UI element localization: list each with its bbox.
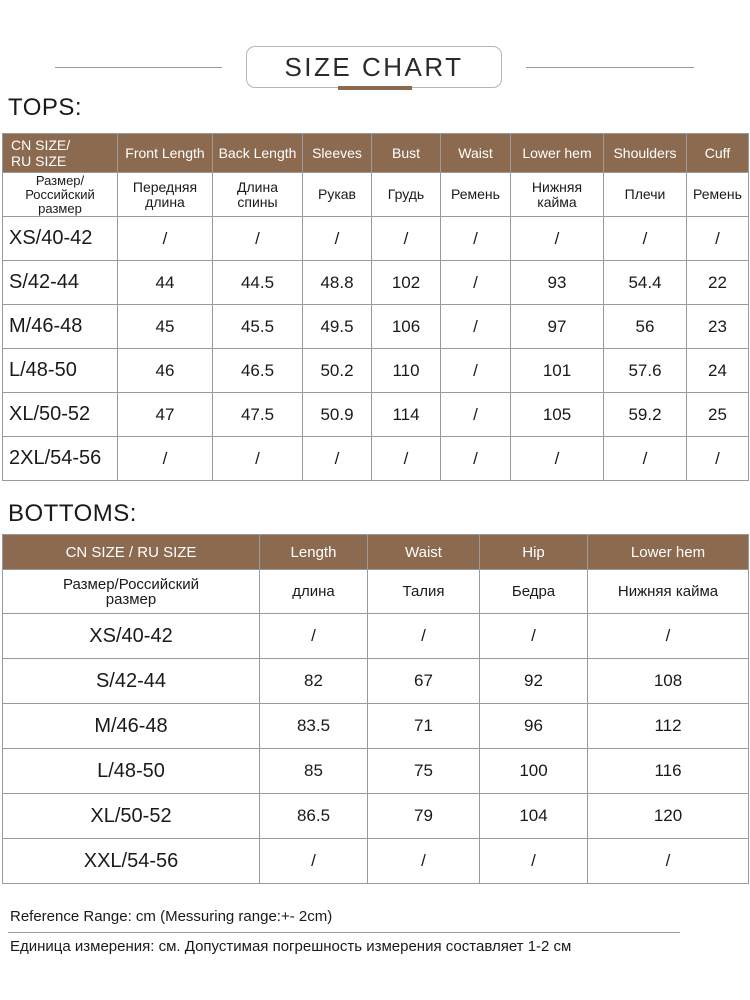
table-cell: 120 [588,794,749,839]
table-row [3,794,749,839]
table-cell: 25 [687,393,749,437]
reference-note-ru: Единица измерения: см. Допустимая погрешность измерения составляет 1-2 см [10,938,572,955]
tops-size-table [2,133,749,481]
table-cell: 47.5 [213,393,303,437]
table-cell: / [604,437,687,481]
bottoms-col-header: Hip [480,535,588,570]
bottoms-col-header-ru: Нижняя кайма [588,570,749,614]
bottoms-ru-header-row [3,570,749,614]
table-cell: 116 [588,749,749,794]
table-row [3,349,749,393]
table-cell: 105 [511,393,604,437]
bottoms-col-header: Lower hem [588,535,749,570]
table-cell: 83.5 [260,704,368,749]
bottoms-corner-header: CN SIZE / RU SIZE [3,535,260,570]
table-cell: / [441,305,511,349]
bottoms-col-header: Length [260,535,368,570]
tops-col-header: Lower hem [511,134,604,173]
tops-col-header-ru: Ремень [441,173,511,217]
footer-divider [8,932,680,933]
table-cell: / [687,437,749,481]
table-cell: 46 [118,349,213,393]
table-cell: 71 [368,704,480,749]
table-cell: / [480,614,588,659]
size-label: 2XL/54-56 [3,437,118,481]
tops-corner-header: CN SIZE/ RU SIZE [3,134,118,173]
tops-col-header-ru: Грудь [372,173,441,217]
table-cell: 49.5 [303,305,372,349]
table-row [3,839,749,884]
table-cell: 75 [368,749,480,794]
bottoms-size-table [2,534,749,884]
table-cell: 23 [687,305,749,349]
size-label: L/48-50 [3,749,260,794]
tops-ru-header-row [3,173,749,217]
table-cell: 92 [480,659,588,704]
tops-col-header-ru: Ремень [687,173,749,217]
table-cell: 45 [118,305,213,349]
table-cell: / [480,839,588,884]
title-accent-bar [338,86,412,90]
table-cell: 44 [118,261,213,305]
bottoms-col-header-ru: Талия [368,570,480,614]
table-cell: / [441,437,511,481]
table-cell: 114 [372,393,441,437]
table-cell: 24 [687,349,749,393]
table-cell: / [511,437,604,481]
size-label: XS/40-42 [3,614,260,659]
table-cell: / [213,217,303,261]
table-cell: / [260,839,368,884]
table-cell: / [511,217,604,261]
table-cell: / [118,437,213,481]
title-divider-left [55,67,222,68]
table-cell: 104 [480,794,588,839]
table-cell: 102 [372,261,441,305]
tops-col-header: Cuff [687,134,749,173]
table-cell: 59.2 [604,393,687,437]
size-label: L/48-50 [3,349,118,393]
page-title [246,46,502,88]
table-row [3,437,749,481]
tops-col-header: Back Length [213,134,303,173]
title-divider-right [526,67,694,68]
table-row [3,217,749,261]
table-cell: 93 [511,261,604,305]
table-row [3,261,749,305]
tops-col-header: Front Length [118,134,213,173]
tops-col-header-ru: Рукав [303,173,372,217]
table-cell: 112 [588,704,749,749]
bottoms-col-header-ru: Бедра [480,570,588,614]
table-cell: / [441,349,511,393]
table-cell: / [441,217,511,261]
size-label: S/42-44 [3,261,118,305]
table-row [3,659,749,704]
table-cell: 101 [511,349,604,393]
table-cell: 100 [480,749,588,794]
table-cell: 82 [260,659,368,704]
table-cell: 56 [604,305,687,349]
table-cell: 96 [480,704,588,749]
table-cell: / [687,217,749,261]
size-label: S/42-44 [3,659,260,704]
table-cell: / [260,614,368,659]
table-row [3,749,749,794]
table-cell: / [368,614,480,659]
table-cell: 85 [260,749,368,794]
table-cell: / [588,839,749,884]
table-cell: 46.5 [213,349,303,393]
table-cell: / [118,217,213,261]
table-cell: / [368,839,480,884]
size-label: XL/50-52 [3,393,118,437]
table-cell: 108 [588,659,749,704]
size-label: XL/50-52 [3,794,260,839]
size-label: XXL/54-56 [3,839,260,884]
bottoms-col-header-ru: длина [260,570,368,614]
bottoms-col-header: Waist [368,535,480,570]
tops-col-header-ru: Нижняя кайма [511,173,604,217]
table-cell: / [441,261,511,305]
table-cell: / [303,217,372,261]
tops-col-header-ru: Длина спины [213,173,303,217]
table-row [3,393,749,437]
tops-col-header: Sleeves [303,134,372,173]
tops-col-header: Shoulders [604,134,687,173]
bottoms-header-row [3,535,749,570]
table-row [3,704,749,749]
size-label: M/46-48 [3,704,260,749]
table-cell: / [213,437,303,481]
table-cell: / [588,614,749,659]
table-cell: 45.5 [213,305,303,349]
size-label: M/46-48 [3,305,118,349]
table-cell: 50.9 [303,393,372,437]
table-cell: 110 [372,349,441,393]
size-label: XS/40-42 [3,217,118,261]
reference-note: Reference Range: cm (Messuring range:+- 2cm) [10,908,333,925]
tops-col-header: Bust [372,134,441,173]
table-row [3,305,749,349]
tops-col-header: Waist [441,134,511,173]
bottoms-corner-ru: Размер/Российский размер [3,570,260,614]
table-cell: 44.5 [213,261,303,305]
table-cell: 54.4 [604,261,687,305]
table-cell: / [303,437,372,481]
table-cell: / [372,437,441,481]
table-cell: 48.8 [303,261,372,305]
table-cell: 67 [368,659,480,704]
tops-header-row [3,134,749,173]
table-row [3,614,749,659]
table-cell: / [372,217,441,261]
table-cell: / [441,393,511,437]
table-cell: 97 [511,305,604,349]
tops-corner-ru: Размер/ Российский размер [3,173,118,217]
table-cell: / [604,217,687,261]
page-title-text: SIZE CHART [284,51,464,82]
bottoms-section-title: BOTTOMS: [8,500,137,527]
table-cell: 50.2 [303,349,372,393]
table-cell: 57.6 [604,349,687,393]
table-cell: 47 [118,393,213,437]
tops-col-header-ru: Плечи [604,173,687,217]
table-cell: 86.5 [260,794,368,839]
table-cell: 22 [687,261,749,305]
table-cell: 79 [368,794,480,839]
tops-col-header-ru: Передняя длина [118,173,213,217]
table-cell: 106 [372,305,441,349]
tops-section-title: TOPS: [8,94,83,121]
